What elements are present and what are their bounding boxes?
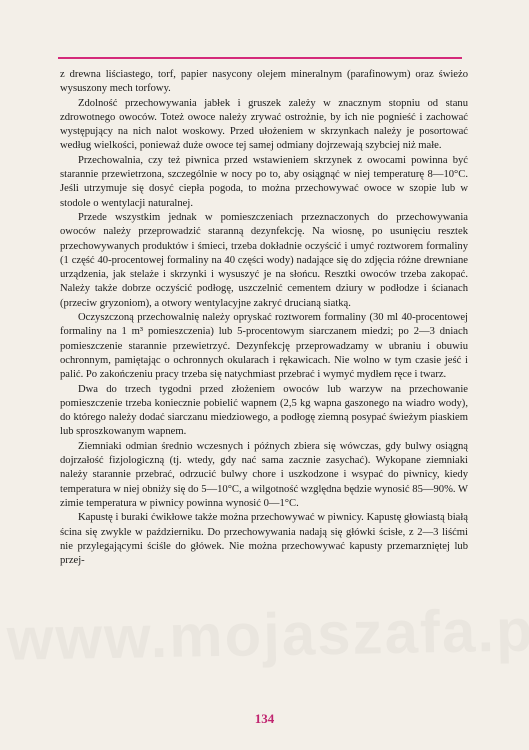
- paragraph-2: Zdolność przechowywania jabłek i gruszek zależy w znacznym stopniu od stanu zdrowotnego owoców. Toteż owoce należy zrywać ostrożnie, by ich nie pognieść i zachować występujący na nich nalot woskowy. Przed ułożeniem w skrzynkach należy je posortować według wielkości, ponieważ duże owoce tej samej odmiany dojrzewają szybciej niż małe.: [60, 97, 468, 152]
- paragraph-3: Przechowalnia, czy też piwnica przed wstawieniem skrzynek z owocami powinna być starannie przewietrzona, szczególnie w nocy po to, aby osiągnąć w niej temperaturę 8—10°C. Jeśli utrzymuje się dosyć ciepła pogoda, to można przechowywać owoce w szopie lub w stodole o wentylacji naturalnej.: [60, 154, 468, 209]
- paragraph-4: Przede wszystkim jednak w pomieszczeniach przeznaczonych do przechowywania owoców należy przeprowadzić staranną dezynfekcję. Na wiosnę, po usunięciu resztek przechowywanych produktów i śmieci, trzeba dokładnie oczyścić i umyć roztworem formaliny (1 część 40-procentowej formaliny na 40 części wody) nadające się do zdjęcia różne drewniane urządzenia, jak stelaże i skrzynki i wysuszyć je na słońcu. Resztki owoców trzeba zakopać. Należy także dobrze oczyścić podłogę, uszczelnić cementem dziury w podłodze i ścianach (przeciw gryzoniom), a otwory wentylacyjne zakryć drucianą siatką.: [60, 211, 468, 309]
- top-rule: [58, 57, 462, 59]
- paragraph-5: Oczyszczoną przechowalnię należy opryskać roztworem formaliny (30 ml 40-procentowej formaliny na 1 m³ pomieszczenia) lub 5-procentowym siarczanem miedzi; po 2—3 dniach pomieszczenie starannie przewietrzyć. Dezynfekcję przeprowadzamy w ubraniu i obuwiu ochronnym, pamiętając o ochronnych okularach i rękawicach. Nie wolno w tym czasie jeść i palić. Po zakończeniu pracy trzeba się natychmiast przebrać i wymyć mydłem ręce i twarz.: [60, 312, 468, 381]
- watermark: [0, 595, 529, 674]
- paragraph-6: Dwa do trzech tygodni przed złożeniem owoców lub warzyw na przechowanie pomieszczenie trzeba koniecznie pobielić wapnem (2,5 kg wapna gaszonego na wiadro wody), do którego należy dodać siarczanu miedziowego, a podłogę ziemną posypać świeżym piaskiem lub sproszkowanym wapnem.: [60, 383, 468, 438]
- paragraph-1: z drewna liściastego, torf, papier nasycony olejem mineralnym (parafinowym) oraz świeżo wysuszony mech torfowy.: [60, 69, 468, 95]
- paragraph-8: Kapustę i buraki ćwikłowe także można przechowywać w piwnicy. Kapustę głowiastą białą ścina się zwykle w październiku. Do przechowywania nadają się główki ścisłe, z 2—3 liśćmi nie przylegającymi ściśle do główek. Nie można przechowywać kapusty przemarzniętej lub przej-: [60, 512, 468, 567]
- page-number: 134: [254, 711, 275, 726]
- paragraph-7: Ziemniaki odmian średnio wczesnych i późnych zbiera się wówczas, gdy bulwy osiągną dojrzałość fizjologiczną (tj. wtedy, gdy nać sama zacznie zasychać). Wykopane ziemniaki należy starannie przebrać, odrzucić bulwy chore i uszkodzone i wsypać do piwnicy, kiedy temperatura w niej obniży się do 5—10°C, a wilgotność względna będzie wynosić 85—90%. W zimie temperatura w piwnicy powinna wynosić 0—1°C.: [60, 440, 468, 509]
- body-text: [60, 68, 468, 568]
